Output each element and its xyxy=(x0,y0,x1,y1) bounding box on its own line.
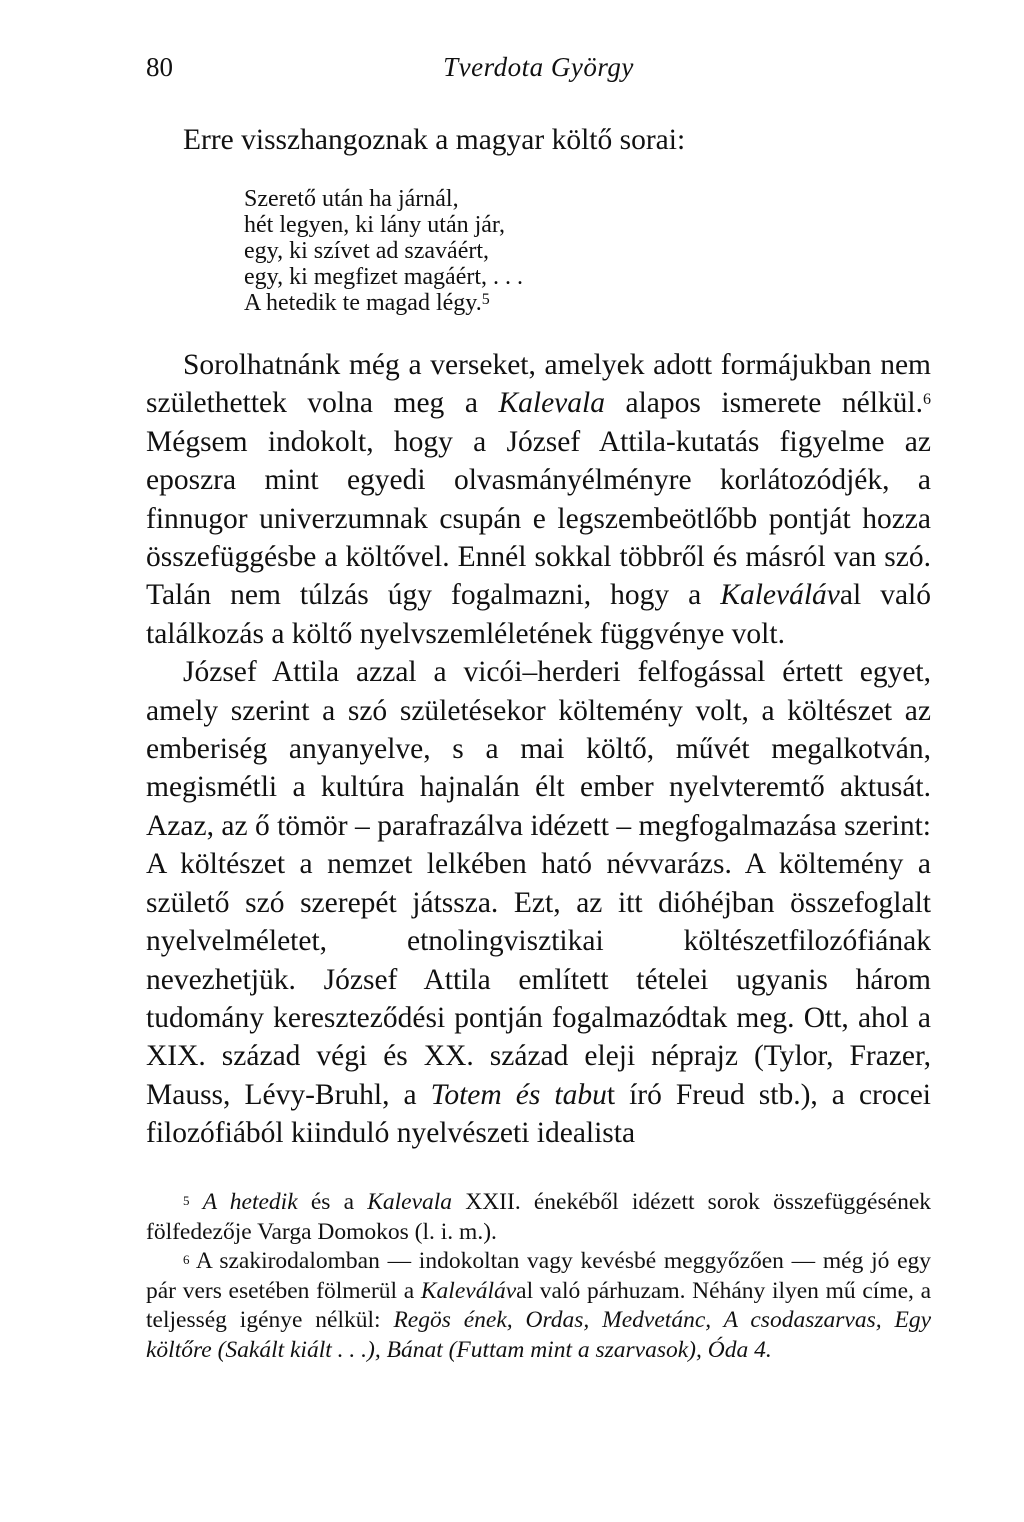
italic-title: Totem és tabu xyxy=(430,1078,607,1111)
text-run: és a xyxy=(297,1189,368,1215)
text-run: Mégsem indokolt, hogy a József Attila-kutatás figyelme az eposzra mint egyedi olvasmányélményre korlátozódjék, a finnugor univerzumnak csupán e legszembeötlőbb pontját hozza összefüggésbe a költővel. Ennél sokkal többről és másról van szó. Talán nem túlzás úgy fogalmazni, hogy a xyxy=(146,425,931,612)
italic-title: Kaleváláv xyxy=(420,1277,517,1304)
text-run: XXII. énekéből idézett sorok összefüggésének fölfedezője Varga Domokos (l. i. m.). xyxy=(146,1189,931,1245)
page-number: 80 xyxy=(146,52,173,82)
footnote-ref: 5 xyxy=(481,291,490,308)
text-run: al való találkozás a költő nyelvszemléletének függvénye volt. xyxy=(146,579,931,650)
paragraph xyxy=(146,346,931,653)
quoted-poem xyxy=(244,186,804,316)
poem-line: Szerető után ha járnál, xyxy=(244,186,459,212)
italic-title-list: Regös ének, Ordas, Medvetánc, A csodaszarvas, Egy költőre (Sakált kiált . . .), Bánat (Futtam mint a szarvasok), Óda 4. xyxy=(146,1307,931,1363)
footnote-5 xyxy=(146,1188,931,1247)
body-text xyxy=(146,346,931,1153)
running-head: Tverdota György xyxy=(443,52,634,82)
italic-title: Kalevala xyxy=(498,387,605,420)
text-run: t író Freud stb.), a crocei filozófiából kiinduló nyelvészeti idealista xyxy=(146,1078,932,1150)
poem-line: egy, ki megfizet magáért, . . . xyxy=(244,264,523,290)
footnote-number: 5 xyxy=(183,1193,190,1208)
poem-line-text: A hetedik te magad légy. xyxy=(244,290,482,316)
text-run: Sorolhatnánk még a verseket, amelyek adott formájukban nem születhettek volna meg a xyxy=(146,349,931,420)
poem-line xyxy=(244,290,804,316)
footnote-ref: 6 xyxy=(923,391,931,409)
text-run: al való párhuzam. Néhány ilyen mű címe, a teljesség igénye nélkül: xyxy=(146,1277,932,1333)
intro-sentence: Erre visszhangoznak a magyar költő sorai: xyxy=(183,124,686,156)
text-run: alapos ismerete nélkül. xyxy=(604,387,923,420)
italic-title: A hetedik xyxy=(202,1189,298,1215)
poem-line: hét legyen, ki lány után jár, xyxy=(244,212,505,238)
footnote-6 xyxy=(146,1247,931,1365)
paragraph xyxy=(146,653,931,1152)
text-run: József Attila azzal a vicói–herderi felfogással értett egyet, amely szerint a szó születésekor költemény volt, a költészet az emberiség anyanyelve, s a mai költő, művét megalkotván, megismétli a kultúra hajnalán élt ember nyelvteremtő aktusát. Azaz, az ő tömör – parafrazálva idézett – megfogalmazása szerint: A költészet a nemzet lelkében ható névvarázs. A költemény a születő szó szerepét játssza. Ezt, az itt dióhéjban összefoglalt nyelvelméletet, etnolingvisztikai költészetfilozófiának nevezhetjük. József Attila említett tételei ugyanis három tudomány kereszteződési pontján fogalmazódtak meg. Ott, ahol a XIX. század végi és XX. század eleji néprajz (Tylor, Frazer, Mauss, Lévy-Bruhl, a xyxy=(146,656,931,1111)
footnotes xyxy=(146,1188,931,1365)
poem-line: egy, ki szívet ad szaváért, xyxy=(244,238,490,264)
footnote-number: 6 xyxy=(183,1252,190,1267)
italic-title: Kalevala xyxy=(367,1189,453,1215)
italic-title: Kaleváláv xyxy=(720,579,840,612)
page-header xyxy=(146,52,931,92)
text-run: A szakirodalomban — indokoltan vagy kevésbé meggyőzően — még jó egy pár vers esetében fölmerül a xyxy=(146,1248,931,1304)
